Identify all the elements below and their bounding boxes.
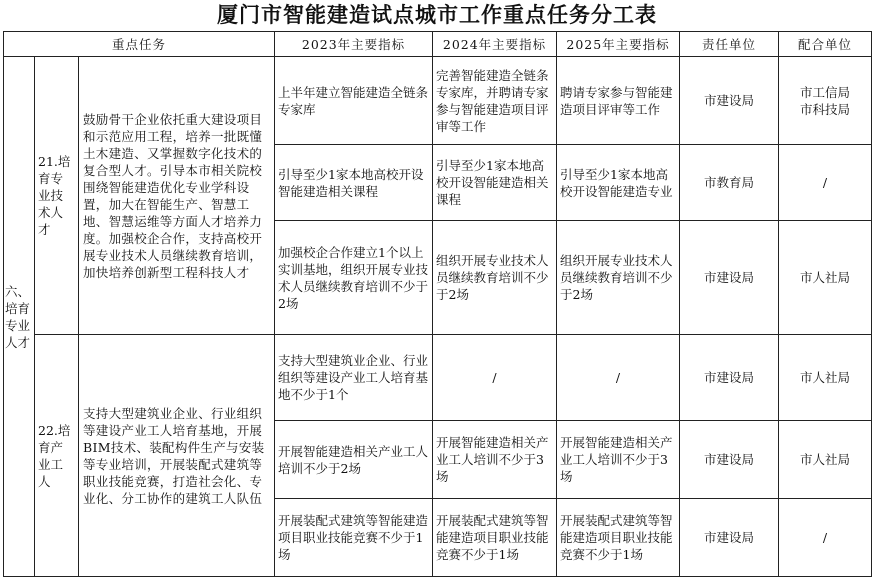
cell-cooperating: / [779,499,872,577]
cell-2023: 加强校企合作建立1个以上实训基地，组织开展专业技术人员继续教育培训不少于2场 [275,221,433,335]
cell-2024: / [433,335,557,421]
cell-2024: 开展智能建造相关产业工人培训不少于3场 [433,421,557,499]
cell-2025: / [557,335,680,421]
cell-2025: 引导至少1家本地高校开设智能建造专业 [557,145,680,221]
section-label: 六、培育专业人才 [4,57,35,577]
cell-2025: 开展装配式建筑等智能建造项目职业技能竞赛不少于1场 [557,499,680,577]
cell-cooperating: 市工信局 市科技局 [779,57,872,145]
cell-responsible: 市建设局 [680,335,779,421]
cell-2023: 开展装配式建筑等智能建造项目职业技能竞赛不少于1场 [275,499,433,577]
header-row [4,32,872,57]
cell-cooperating: 市人社局 [779,421,872,499]
page-title: 厦门市智能建造试点城市工作重点任务分工表 [217,3,657,27]
cell-responsible: 市建设局 [680,57,779,145]
cell-2023: 支持大型建筑业企业、行业组织等建设产业工人培育基地不少于1个 [275,335,433,421]
header-responsible: 责任单位 [680,32,779,57]
cell-2024: 完善智能建造全链条专家库，并聘请专家参与智能建造项目评审等工作 [433,57,557,145]
header-2023: 2023年主要指标 [275,32,433,57]
header-2025: 2025年主要指标 [557,32,680,57]
header-cooperating: 配合单位 [779,32,872,57]
subtask-label: 21.培育专业技术人才 [35,57,79,335]
cell-2023: 上半年建立智能建造全链条专家库 [275,57,433,145]
cell-2025: 聘请专家参与智能建造项目评审等工作 [557,57,680,145]
cell-responsible: 市建设局 [680,499,779,577]
task-table [3,31,872,577]
cell-responsible: 市教育局 [680,145,779,221]
cell-cooperating: 市人社局 [779,221,872,335]
cell-2023: 引导至少1家本地高校开设智能建造相关课程 [275,145,433,221]
header-task: 重点任务 [4,32,275,57]
cell-responsible: 市建设局 [680,421,779,499]
cell-2024: 开展装配式建筑等智能建造项目职业技能竞赛不少于1场 [433,499,557,577]
table-row [4,57,872,145]
cell-cooperating: 市人社局 [779,335,872,421]
header-2024: 2024年主要指标 [433,32,557,57]
cell-responsible: 市建设局 [680,221,779,335]
cell-2025: 开展智能建造相关产业工人培训不少于3场 [557,421,680,499]
cell-2025: 组织开展专业技术人员继续教育培训不少于2场 [557,221,680,335]
cell-cooperating: / [779,145,872,221]
cell-2024: 组织开展专业技术人员继续教育培训不少于2场 [433,221,557,335]
subtask-label: 22.培育产业工人 [35,335,79,577]
task-description: 支持大型建筑业企业、行业组织等建设产业工人培育基地，开展BIM技术、装配构件生产与安装等专业培训，开展装配式建筑等职业技能竞赛，打造社会化、专业化、分工协作的建筑工人队伍 [79,335,275,577]
cell-2023: 开展智能建造相关产业工人培训不少于2场 [275,421,433,499]
table-row [4,335,872,421]
cell-2024: 引导至少1家本地高校开设智能建造相关课程 [433,145,557,221]
task-description: 鼓励骨干企业依托重大建设项目和示范应用工程，培养一批既懂土木建造、又掌握数字化技术的复合型人才。引导本市相关院校围绕智能建造优化专业学科设置，加大在智能生产、智慧工地、智慧运维等方面人才培养力度。加强校企合作，支持高校开展专业技术人员继续教育培训，加快培养创新型工程科技人才 [79,57,275,335]
